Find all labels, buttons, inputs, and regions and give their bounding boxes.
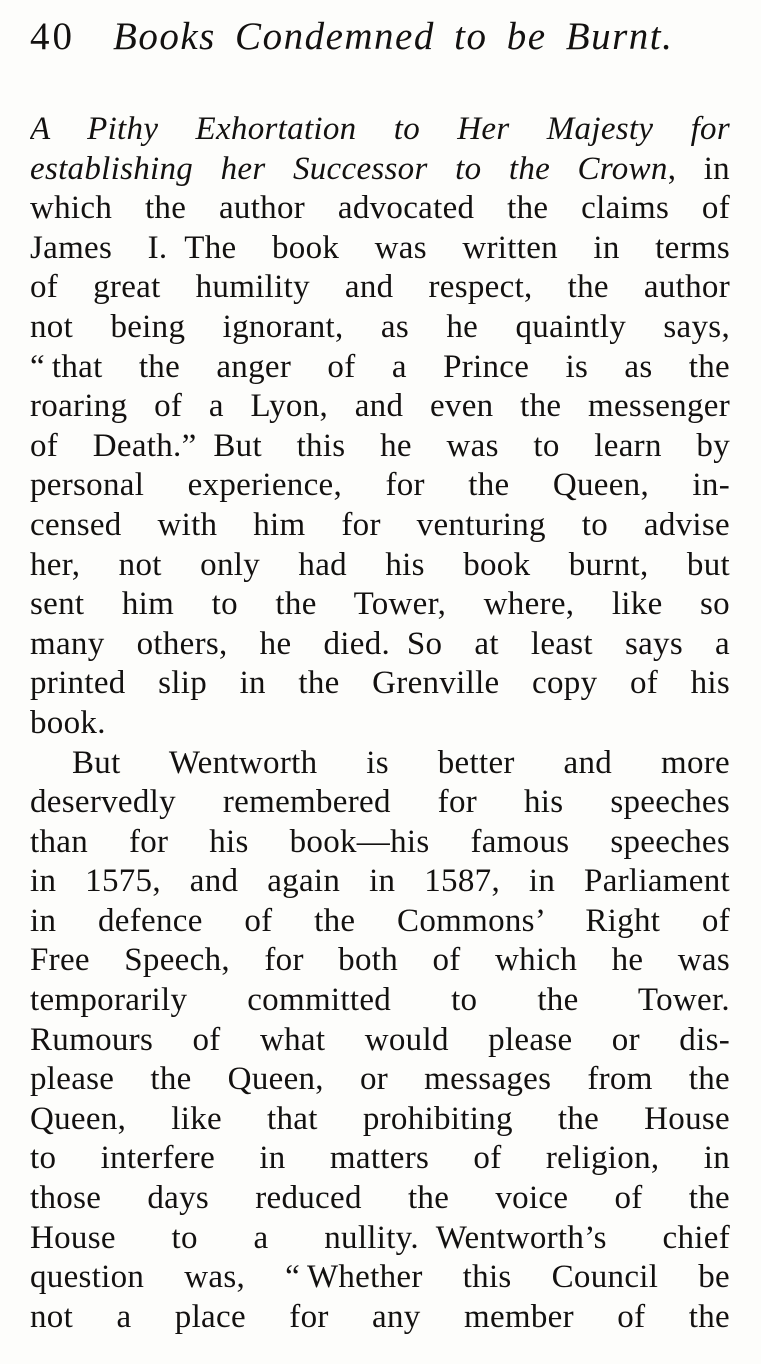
text-segment: than for his book—his famous speeches xyxy=(30,823,730,860)
text-line xyxy=(30,189,730,229)
running-header xyxy=(30,14,730,60)
text-line xyxy=(30,427,730,467)
text-segment: not being ignorant, as he quaintly says, xyxy=(30,308,730,345)
text-segment: of Death.” But this he was to learn by xyxy=(30,427,730,464)
text-line xyxy=(30,150,730,190)
text-segment: many others, he died. So at least says a xyxy=(30,625,730,662)
text-line xyxy=(30,466,730,506)
text-line xyxy=(30,110,730,150)
text-segment: which the author advocated the claims of xyxy=(30,190,730,227)
text-line xyxy=(30,862,730,902)
text-segment: not a place for any member of the xyxy=(30,1298,730,1335)
text-line xyxy=(30,1100,730,1140)
text-line xyxy=(30,1060,730,1100)
text-line xyxy=(30,1219,730,1259)
text-line xyxy=(30,1298,730,1338)
text-line xyxy=(30,229,730,269)
text-line xyxy=(30,546,730,586)
text-segment: temporarily committed to the Tower. xyxy=(30,982,730,1019)
paragraph xyxy=(30,110,730,744)
page-body xyxy=(30,110,730,1337)
text-segment: please the Queen, or messages from the xyxy=(30,1061,730,1098)
text-line xyxy=(30,1258,730,1298)
text-segment: those days reduced the voice of the xyxy=(30,1180,730,1217)
text-segment: “ that the anger of a Prince is as the xyxy=(30,348,730,385)
text-segment: question was, “ Whether this Council be xyxy=(30,1259,730,1296)
text-line xyxy=(30,664,730,704)
text-segment: Free Speech, for both of which he was xyxy=(30,942,730,979)
text-line xyxy=(30,1179,730,1219)
text-segment: deservedly remembered for his speeches xyxy=(30,784,730,821)
text-line xyxy=(30,387,730,427)
text-line xyxy=(30,348,730,388)
text-line xyxy=(30,585,730,625)
text-line xyxy=(30,625,730,665)
text-segment: , in xyxy=(667,150,730,187)
text-segment: in 1575, and again in 1587, in Parliament xyxy=(30,863,730,900)
text-line xyxy=(30,268,730,308)
text-segment: House to a nullity. Wentworth’s chief xyxy=(30,1219,730,1256)
text-segment: James I. The book was written in terms xyxy=(30,229,730,266)
text-segment: But Wentworth is better and more xyxy=(72,744,730,781)
text-line xyxy=(30,783,730,823)
text-line xyxy=(30,1021,730,1061)
text-line xyxy=(30,941,730,981)
text-segment: her, not only had his book burnt, but xyxy=(30,546,730,583)
text-segment: printed slip in the Grenville copy of his xyxy=(30,665,730,702)
text-line xyxy=(30,902,730,942)
text-line xyxy=(30,981,730,1021)
text-line xyxy=(30,744,730,784)
text-segment: Rumours of what would please or dis- xyxy=(30,1021,730,1058)
running-title: Books Condemned to be Burnt. xyxy=(113,15,674,58)
text-line xyxy=(30,704,730,744)
page-number: 40 xyxy=(30,15,75,58)
text-segment: censed with him for venturing to advise xyxy=(30,506,730,543)
text-segment: Queen, like that prohibiting the House xyxy=(30,1100,730,1137)
text-line xyxy=(30,823,730,863)
text-segment: in defence of the Commons’ Right of xyxy=(30,902,730,939)
text-segment: to interfere in matters of religion, in xyxy=(30,1140,730,1177)
text-line xyxy=(30,1139,730,1179)
text-segment: roaring of a Lyon, and even the messenger xyxy=(30,388,730,425)
text-line xyxy=(30,506,730,546)
text-segment: sent him to the Tower, where, like so xyxy=(30,586,730,623)
text-line xyxy=(30,308,730,348)
italic-text-segment: A Pithy Exhortation to Her Majesty for xyxy=(30,111,730,147)
paragraph xyxy=(30,744,730,1338)
italic-text-segment: establishing her Successor to the Crown xyxy=(30,150,668,187)
text-segment: personal experience, for the Queen, in- xyxy=(30,467,730,504)
text-segment: of great humility and respect, the author xyxy=(30,269,730,306)
text-segment: book. xyxy=(30,704,106,741)
